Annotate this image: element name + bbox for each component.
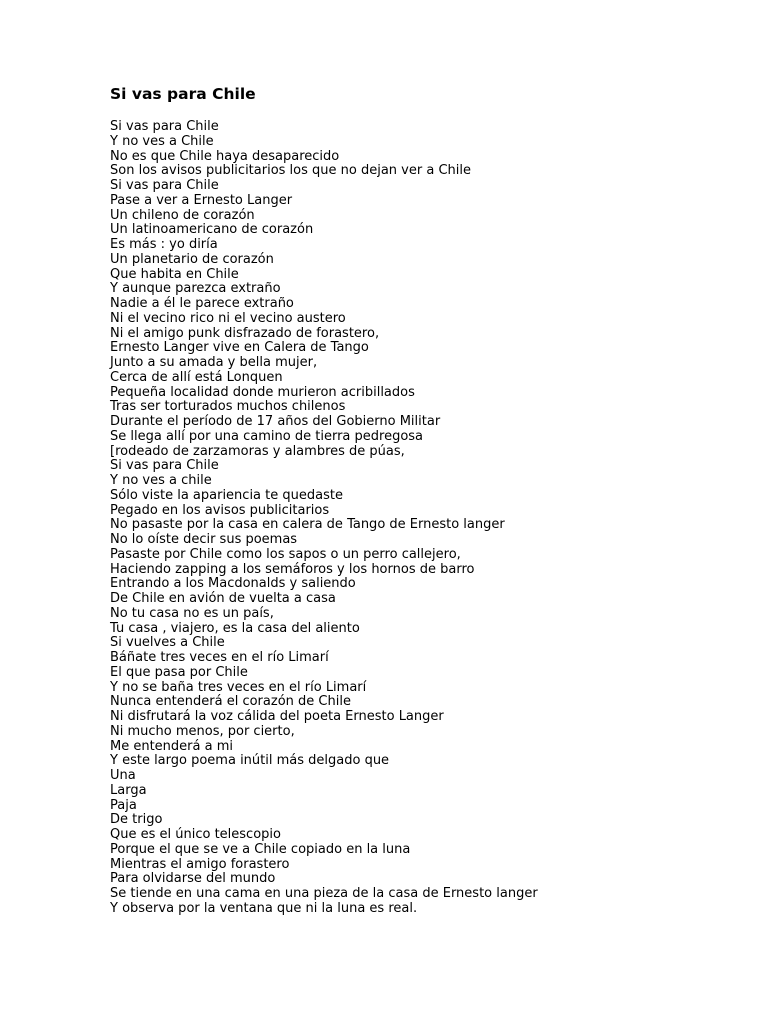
poem-line: Ni el vecino rico ni el vecino austero [110,310,346,326]
poem-line: Porque el que se ve a Chile copiado en la luna [110,841,411,857]
poem-line: Se llega allí por una camino de tierra pedregosa [110,428,424,444]
poem-line: Ernesto Langer vive en Calera de Tango [110,340,369,356]
poem-line: Si vuelves a Chile [110,635,225,651]
poem-line: Entrando a los Macdonalds y saliendo [110,576,356,592]
poem-line: Paja [110,797,137,813]
poem-line: Un latinoamericano de corazón [110,222,314,238]
poem-line: Larga [110,782,147,798]
poem-line: Sólo viste la apariencia te quedaste [110,487,343,503]
poem-line: Si vas para Chile [110,178,219,193]
poem-line: Báñate tres veces en el río Limarí [110,650,329,665]
poem-line: Que es el único telescopio [110,827,281,842]
poem-line: Se tiende en una cama en una pieza de la casa de Ernesto langer [110,886,538,901]
poem-line: Cerca de allí está Lonquen [110,369,283,385]
poem-body [110,120,538,917]
poem-line: Y no ves a chile [110,473,212,488]
poem-line: Que habita en Chile [110,266,239,282]
poem-line: Pase a ver a Ernesto Langer [110,192,293,208]
poem-line: Si vas para Chile [110,119,219,134]
poem-title: Si vas para Chile [110,85,256,103]
poem-line: Pegado en los avisos publicitarios [110,502,330,518]
poem-line: Un chileno de corazón [110,207,255,223]
poem-line: El que pasa por Chile [110,664,248,680]
poem-line: Tras ser torturados muchos chilenos [110,399,346,415]
poem-line: No lo oíste decir sus poemas [110,532,298,547]
poem-line: Haciendo zapping a los semáforos y los hornos de barro [110,561,475,577]
poem-line: [rodeado de zarzamoras y alambres de púas, [110,443,405,459]
poem-line: Nadie a él le parece extraño [110,296,294,311]
poem-line: Pequeña localidad donde murieron acribillados [110,384,415,400]
poem-line: Junto a su amada y bella mujer, [110,355,318,370]
poem-line: Es más : yo diría [110,237,218,252]
poem-line: Mientras el amigo forastero [110,856,290,872]
poem-line: Una [110,768,136,783]
poem-line: Ni mucho menos, por cierto, [110,723,295,739]
poem-line: Durante el período de 17 años del Gobierno Militar [110,414,441,429]
poem-line: Nunca entenderá el corazón de Chile [110,694,351,710]
poem-line: No pasaste por la casa en calera de Tango de Ernesto langer [110,517,505,533]
poem-line: Si vas para Chile [110,458,219,474]
poem-line: Ni el amigo punk disfrazado de forastero, [110,325,380,341]
poem-line: No es que Chile haya desaparecido [110,148,340,164]
poem-line: No tu casa no es un país, [110,605,274,621]
poem-line: Y no se baña tres veces en el río Limarí [110,679,367,695]
poem-line: Me entenderá a mi [110,738,233,754]
poem-line: Y aunque parezca extraño [110,281,281,297]
poem-line: De Chile en avión de vuelta a casa [110,591,336,606]
poem-line: Y este largo poema inútil más delgado que [110,753,390,769]
poem-line: Pasaste por Chile como los sapos o un perro callejero, [110,546,461,562]
poem-line: Y observa por la ventana que ni la luna es real. [110,900,418,916]
poem-line: Son los avisos publicitarios los que no dejan ver a Chile [110,163,471,179]
poem-line: Para olvidarse del mundo [110,871,276,887]
poem-line: Ni disfrutará la voz cálida del poeta Ernesto Langer [110,709,444,724]
poem-line: Tu casa , viajero, es la casa del aliento [110,620,360,636]
poem-line: Y no ves a Chile [110,133,214,149]
poem-line: De trigo [110,812,163,828]
poem-line: Un planetario de corazón [110,251,274,267]
